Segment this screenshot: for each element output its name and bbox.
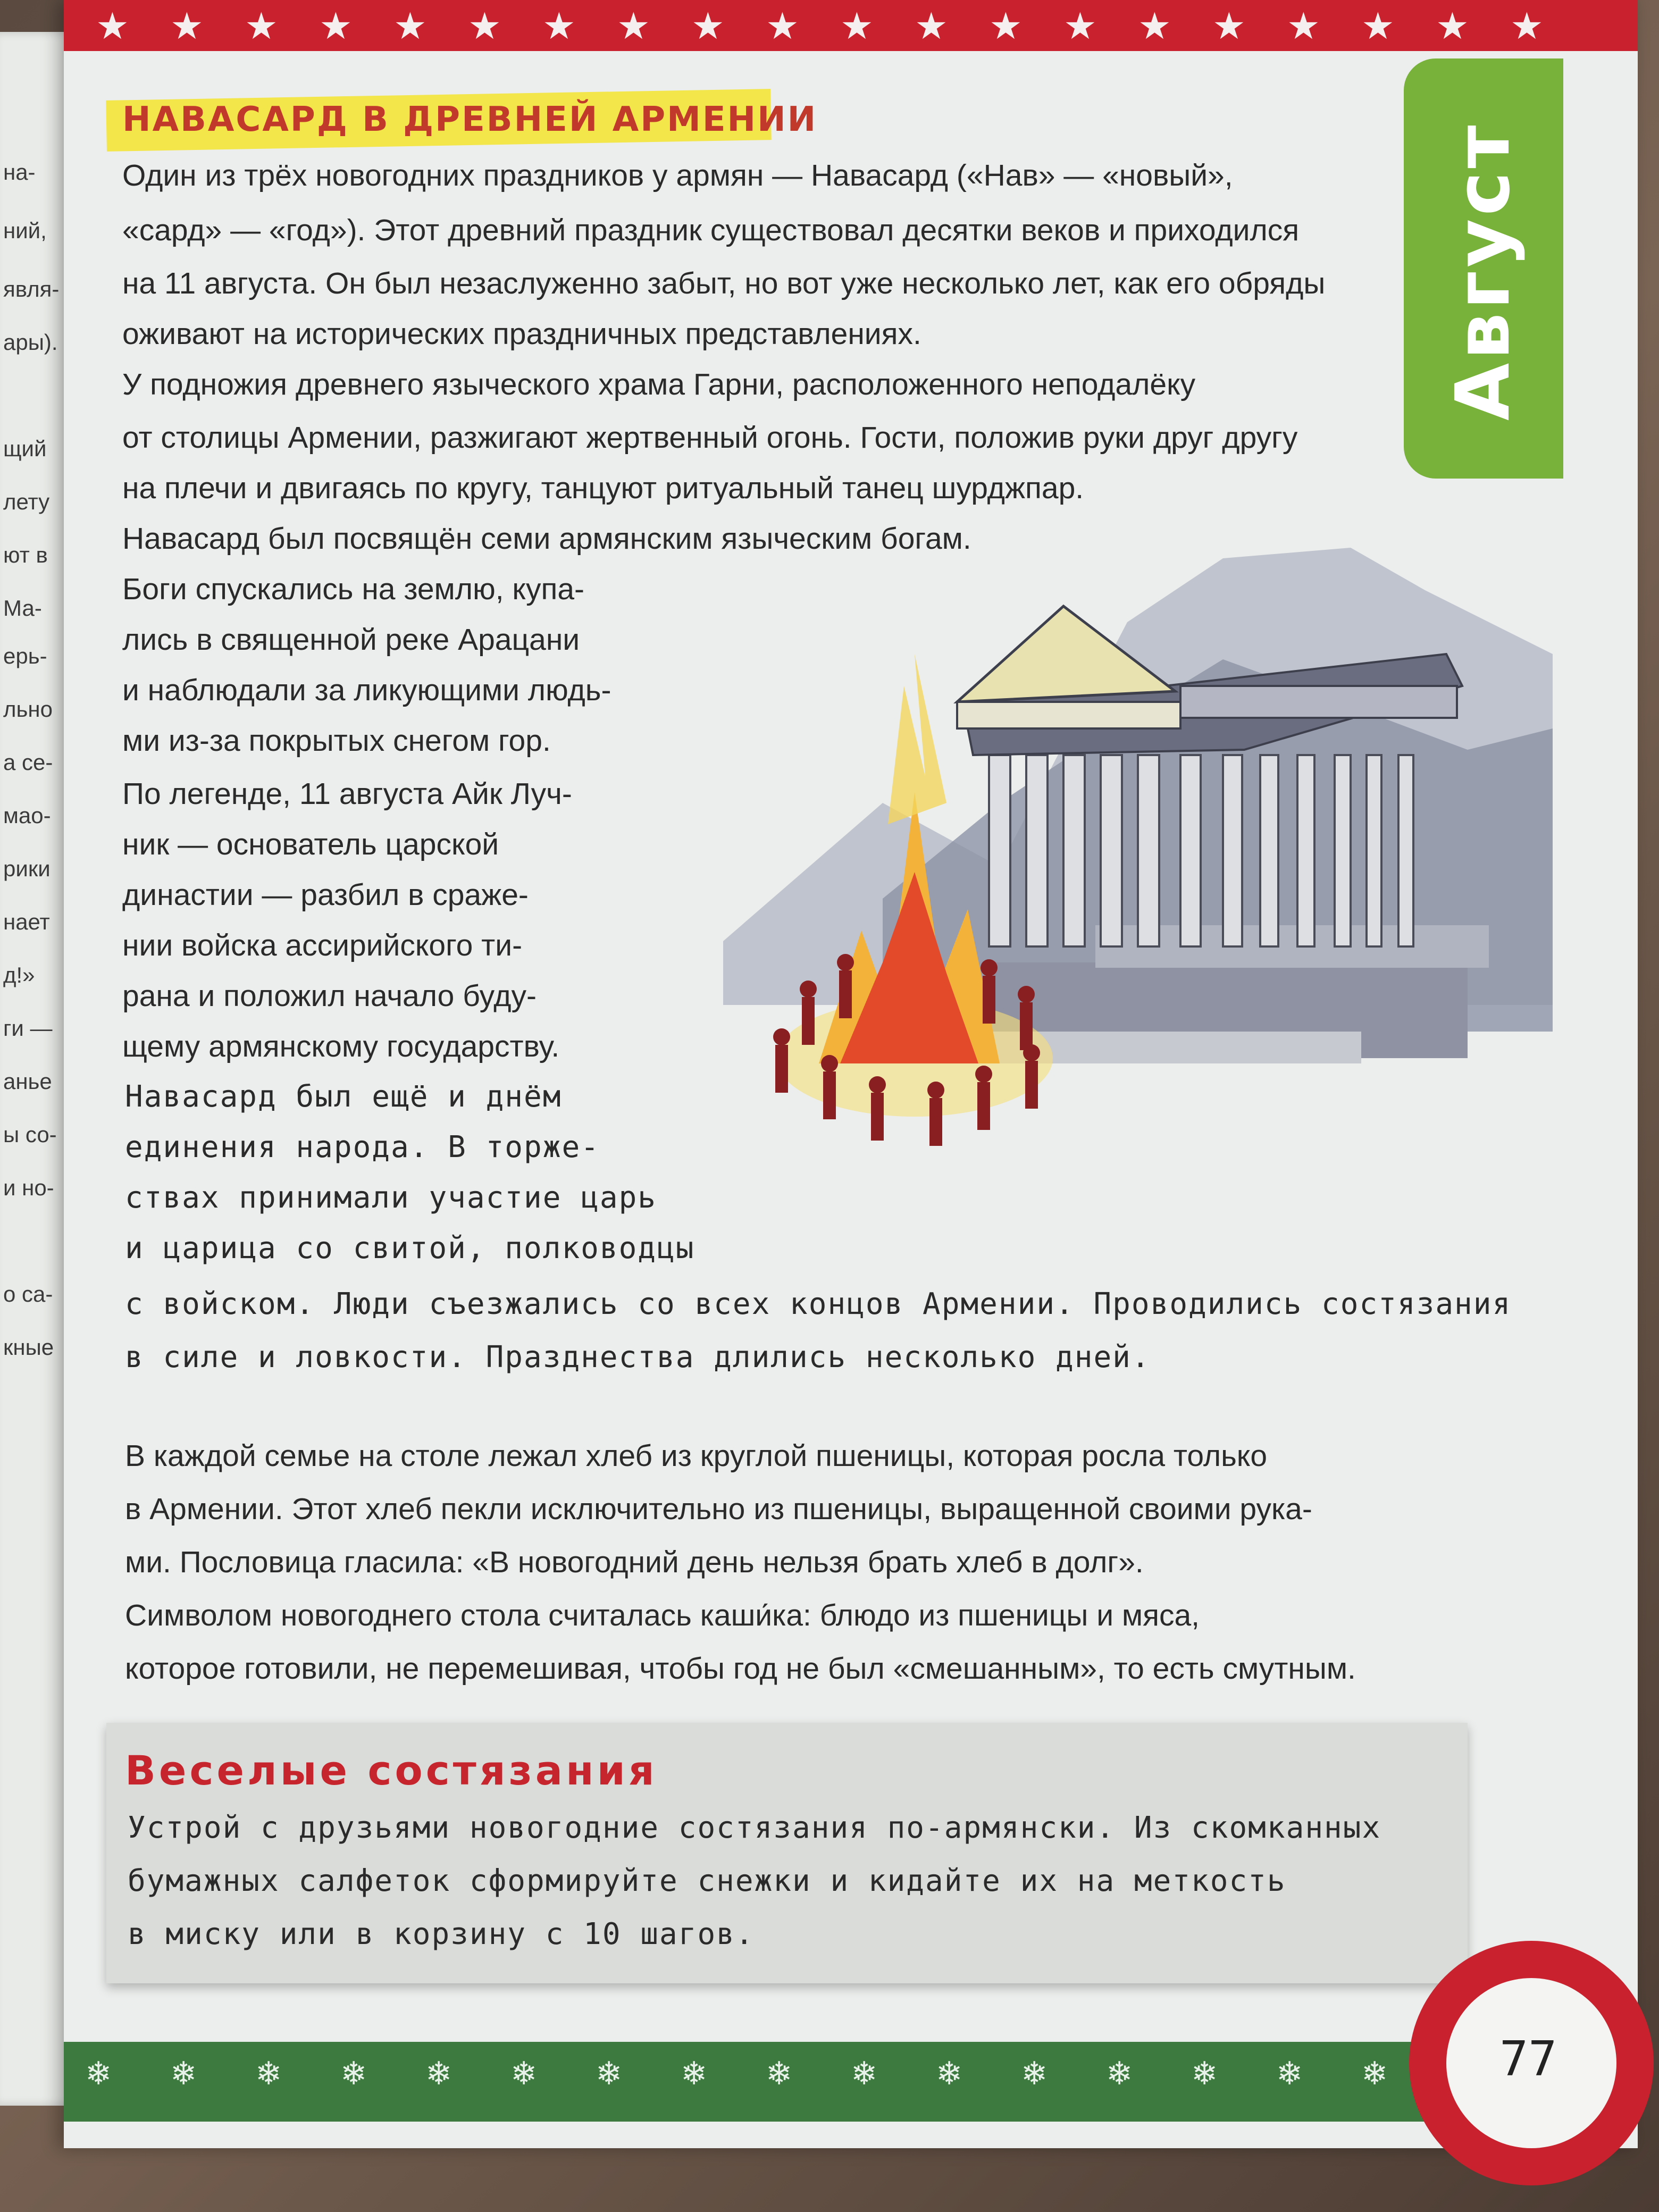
star-icon: ★ xyxy=(1063,5,1097,47)
snowflake-icon: ❄ xyxy=(936,2056,963,2091)
left-page-fragment: ют в xyxy=(3,542,48,567)
handwritten-line: единения народа. В торже- xyxy=(125,1130,600,1164)
snowflake-icon: ❄ xyxy=(596,2056,623,2091)
left-page-fragment: льно xyxy=(3,697,53,722)
temple-illustration xyxy=(723,526,1553,1218)
star-icon: ★ xyxy=(542,5,576,47)
left-page-fragment: ерь- xyxy=(3,643,47,668)
snowflake-icon: ❄ xyxy=(510,2056,538,2091)
snowflake-icon: ❄ xyxy=(1361,2056,1388,2091)
text-line: лись в священной реке Арацани xyxy=(122,623,580,657)
text-line: от столицы Армении, разжигают жертвенный огонь. Гости, положив руки друг другу xyxy=(122,421,1298,455)
star-icon: ★ xyxy=(1212,5,1246,47)
text-line: щему армянскому государству. xyxy=(122,1029,560,1063)
text-line: которое готовили, не перемешивая, чтобы год не был «смешанным», то есть смутным. xyxy=(125,1652,1356,1686)
text-line: нии войска ассирийского ти- xyxy=(122,928,523,962)
star-icon: ★ xyxy=(170,5,204,47)
snowflake-icon: ❄ xyxy=(766,2056,793,2091)
star-icon: ★ xyxy=(468,5,501,47)
section-title: НАВАСАРД В ДРЕВНЕЙ АРМЕНИИ xyxy=(122,100,818,139)
text-line: ми из-за покрытых снегом гор. xyxy=(122,724,551,758)
left-page-fragment: лету xyxy=(3,489,50,514)
left-page-fragment: кные xyxy=(3,1335,54,1360)
left-page-fragment: щий xyxy=(3,436,47,461)
activity-line: в миску или в корзину с 10 шагов. xyxy=(128,1917,755,1951)
text-line: Символом новогоднего стола считалась каши́ка: блюдо из пшеницы и мяса, xyxy=(125,1598,1200,1632)
snowflake-icon: ❄ xyxy=(425,2056,453,2091)
left-page-edge xyxy=(0,32,74,2106)
snowflake-icon: ❄ xyxy=(1276,2056,1303,2091)
text-line: ник — основатель царской xyxy=(122,827,499,861)
star-icon: ★ xyxy=(766,5,799,47)
left-page-fragment: ний, xyxy=(3,218,47,243)
text-line: По легенде, 11 августа Айк Луч- xyxy=(122,777,572,811)
star-icon: ★ xyxy=(1287,5,1320,47)
left-page-fragment: рики xyxy=(3,856,51,881)
star-icon: ★ xyxy=(319,5,353,47)
snowflake-icon: ❄ xyxy=(340,2056,367,2091)
handwritten-line: и царица со свитой, полководцы xyxy=(125,1231,695,1266)
text-line: Боги спускались на землю, купа- xyxy=(122,572,585,606)
star-icon: ★ xyxy=(617,5,650,47)
star-icon: ★ xyxy=(989,5,1023,47)
left-page-fragment: ы со- xyxy=(3,1122,57,1147)
left-page-fragment: ары). xyxy=(3,330,58,355)
left-page-fragment: о са- xyxy=(3,1281,53,1306)
left-page-fragment: а се- xyxy=(3,750,53,775)
handwritten-line: в силе и ловкости. Празднества длились несколько дней. xyxy=(125,1340,1151,1375)
text-line: на плечи и двигаясь по кругу, танцуют ритуальный танец шурджпар. xyxy=(122,471,1084,505)
handwritten-line: с войском. Люди съезжались со всех концов Армении. Проводились состязания xyxy=(125,1287,1512,1321)
text-line: Один из трёх новогодних праздников у армян — Навасард («Нав» — «новый», xyxy=(122,158,1233,192)
star-icon: ★ xyxy=(1138,5,1171,47)
text-line: династии — разбил в сраже- xyxy=(122,878,529,912)
text-line: в Армении. Этот хлеб пекли исключительно из пшеницы, выращенной своими рука- xyxy=(125,1492,1312,1526)
text-line: Навасард был посвящён семи армянским языческим богам. xyxy=(122,522,971,556)
text-line: оживают на исторических праздничных представлениях. xyxy=(122,317,921,351)
star-icon: ★ xyxy=(1510,5,1544,47)
left-page-fragment: нает xyxy=(3,909,50,934)
star-icon: ★ xyxy=(96,5,129,47)
left-page-fragment: д!» xyxy=(3,962,35,987)
star-icon: ★ xyxy=(1361,5,1395,47)
snowflake-icon: ❄ xyxy=(1021,2056,1048,2091)
left-page-fragment: анье xyxy=(3,1069,52,1094)
month-tab-label: Август xyxy=(1440,122,1527,421)
snowflake-icon: ❄ xyxy=(1106,2056,1133,2091)
snowflake-icon: ❄ xyxy=(255,2056,282,2091)
text-line: В каждой семье на столе лежал хлеб из круглой пшеницы, которая росла только xyxy=(125,1439,1268,1473)
left-page-fragment: и но- xyxy=(3,1175,54,1200)
left-page-fragment: явля- xyxy=(3,276,60,301)
snowflake-icon: ❄ xyxy=(1191,2056,1218,2091)
left-page-fragment: ги — xyxy=(3,1016,53,1041)
text-line: ми. Пословица гласила: «В новогодний день нельзя брать хлеб в долг». xyxy=(125,1545,1144,1579)
star-icon: ★ xyxy=(840,5,874,47)
text-line: на 11 августа. Он был незаслуженно забыт, но вот уже несколько лет, как его обряды xyxy=(122,266,1326,300)
snowflake-icon: ❄ xyxy=(85,2056,112,2091)
activity-title: Веселые состязания xyxy=(125,1747,658,1794)
snowflake-icon: ❄ xyxy=(681,2056,708,2091)
text-line: У подножия древнего языческого храма Гарни, расположенного неподалёку xyxy=(122,367,1196,401)
snowflake-icon: ❄ xyxy=(851,2056,878,2091)
star-icon: ★ xyxy=(393,5,427,47)
left-page-fragment: мао- xyxy=(3,803,51,828)
star-icon: ★ xyxy=(1436,5,1469,47)
handwritten-line: Навасард был ещё и днём xyxy=(125,1079,562,1114)
text-line: рана и положил начало буду- xyxy=(122,979,537,1013)
star-icon: ★ xyxy=(245,5,278,47)
star-icon: ★ xyxy=(915,5,948,47)
text-line: и наблюдали за ликующими людь- xyxy=(122,673,611,707)
activity-line: бумажных салфеток сформируйте снежки и кидайте их на меткость xyxy=(128,1864,1286,1898)
star-icon: ★ xyxy=(691,5,725,47)
page-number: 77 xyxy=(1499,2031,1557,2087)
handwritten-line: ствах принимали участие царь xyxy=(125,1180,657,1215)
text-line: «сард» — «год»). Этот древний праздник существовал десятки веков и приходился xyxy=(122,213,1300,247)
left-page-fragment: на- xyxy=(3,160,36,185)
activity-line: Устрой с друзьями новогодние состязания по-армянски. Из скомканных xyxy=(128,1811,1381,1845)
snowflake-icon: ❄ xyxy=(170,2056,197,2091)
left-page-fragment: Ма- xyxy=(3,596,42,621)
